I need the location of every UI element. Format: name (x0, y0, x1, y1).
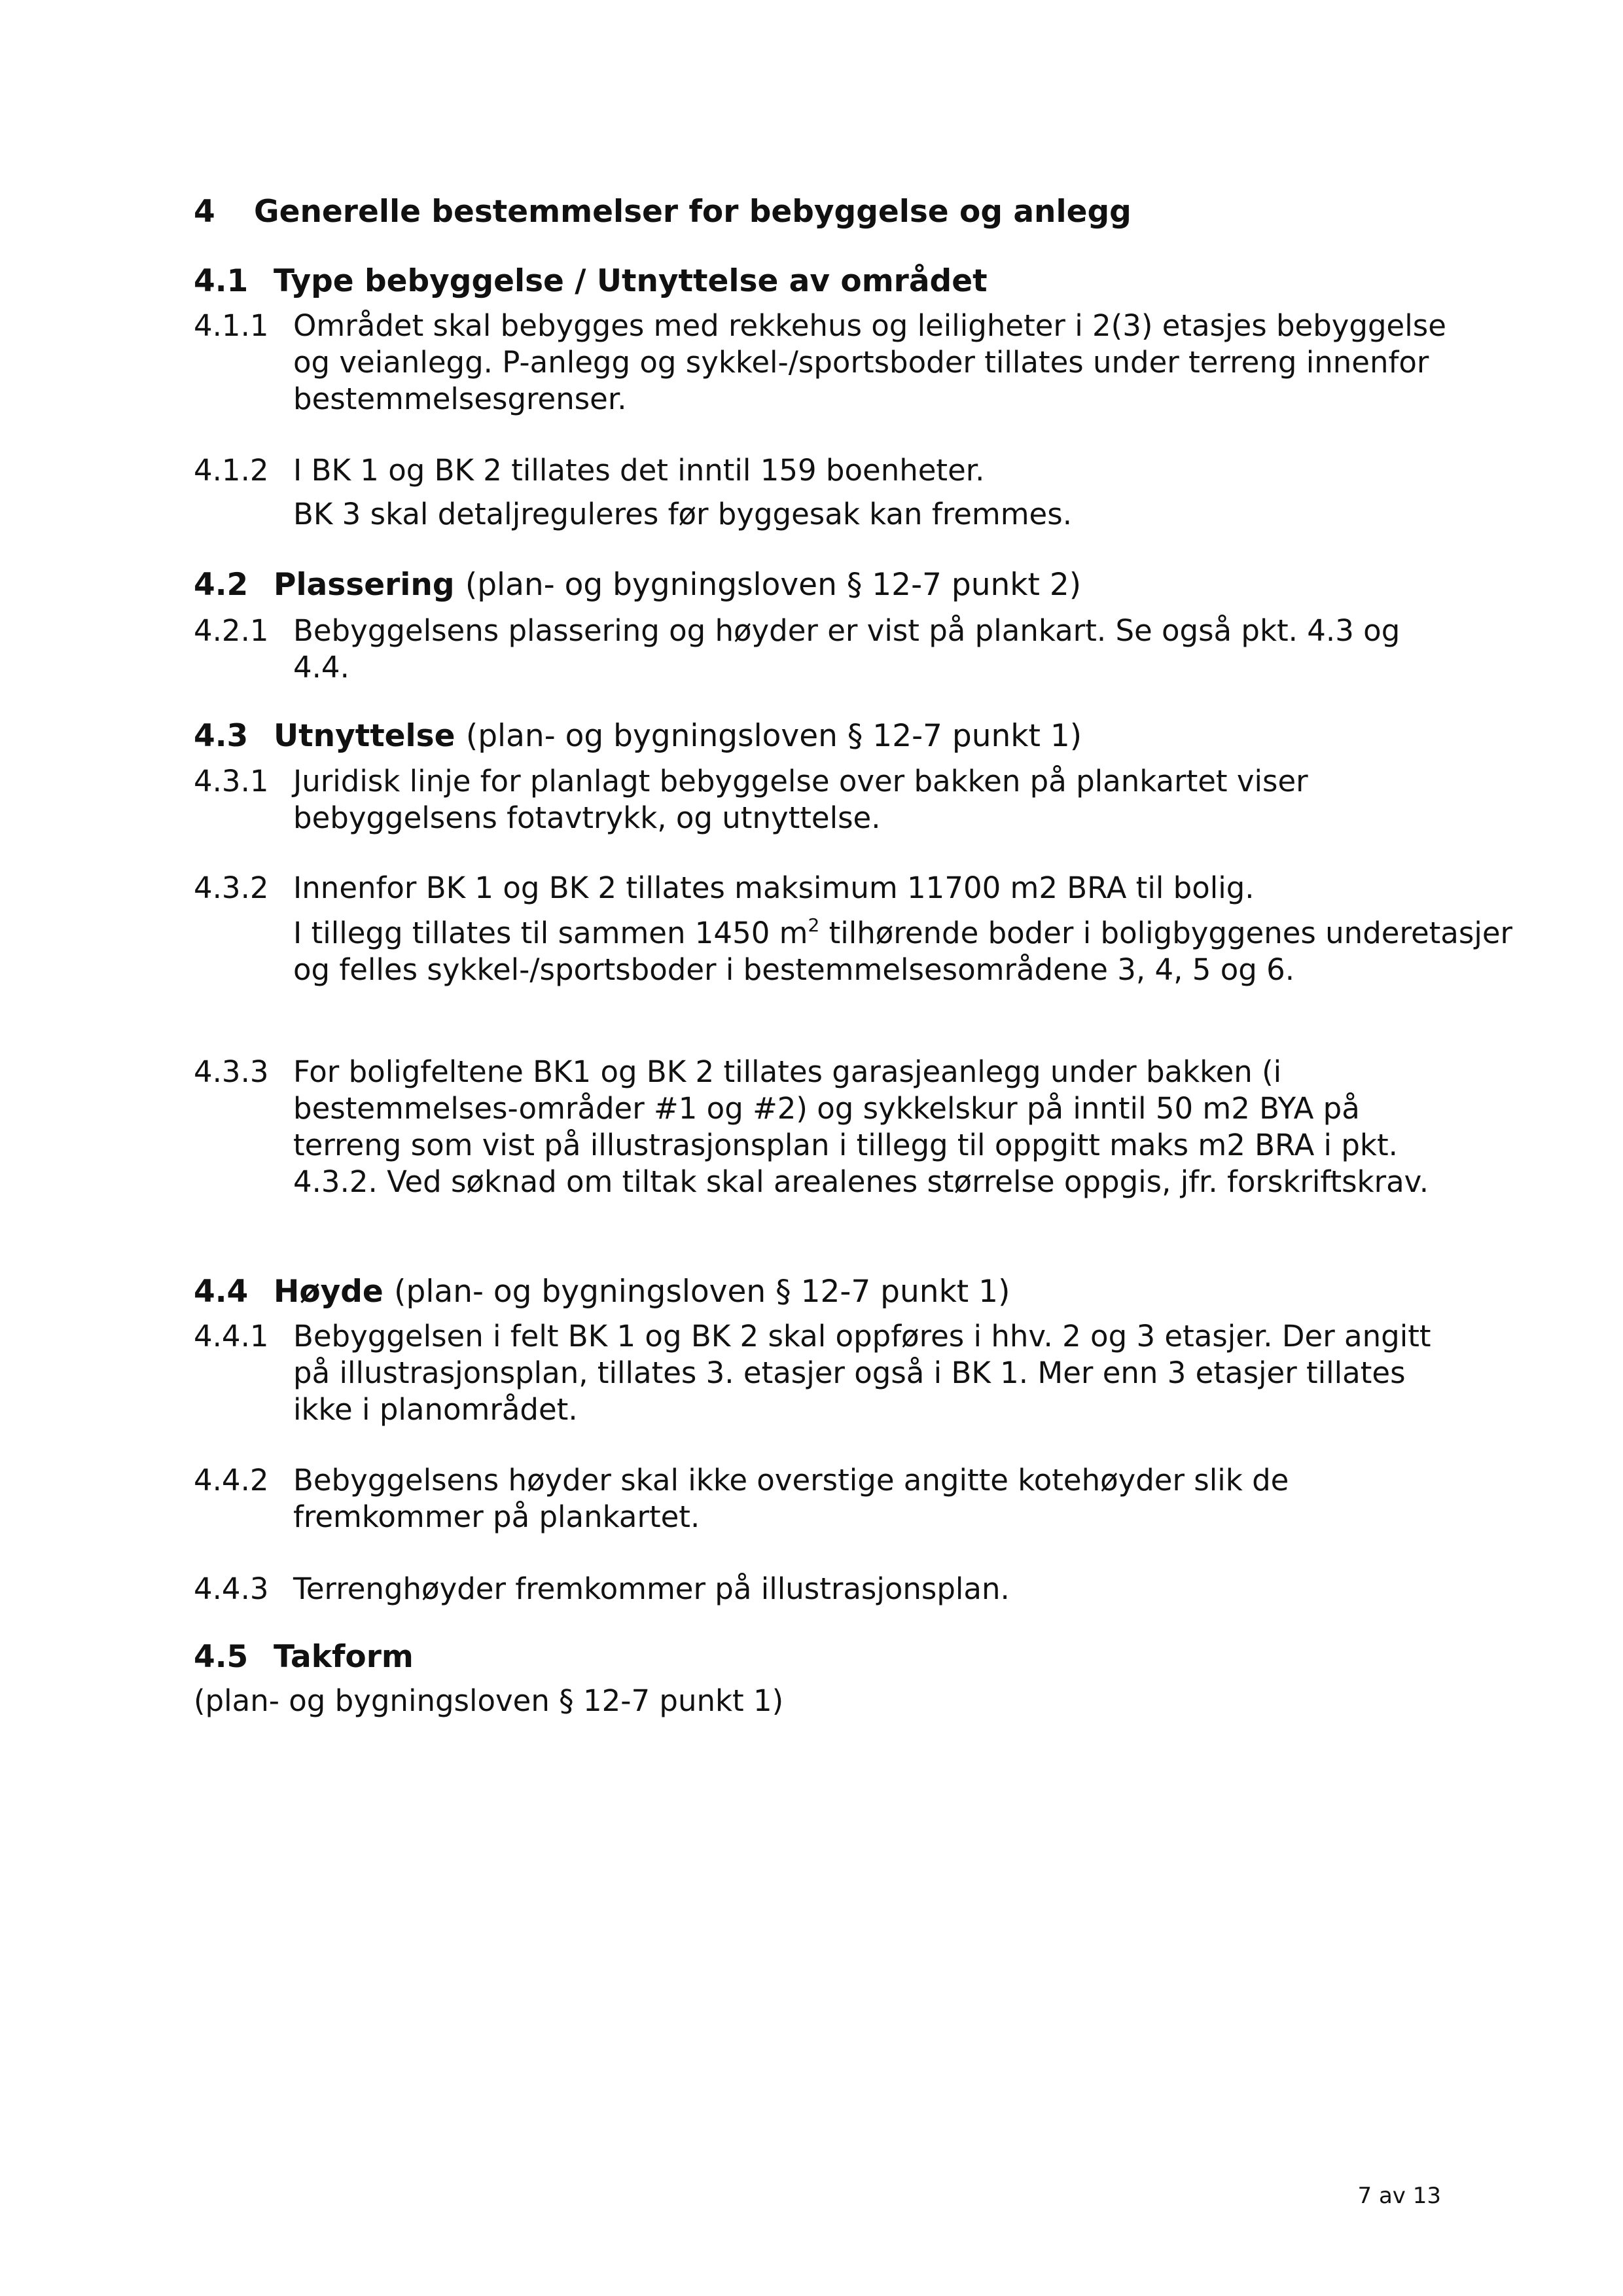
superscript: 2 (808, 914, 820, 936)
clause-text: Bebyggelsens høyder skal ikke overstige angitte kotehøyder slik de fremkommer på plankartet. (293, 1463, 1289, 1534)
clause-text: Bebyggelsen i felt BK 1 og BK 2 skal oppføres i hhv. 2 og 3 etasjer. Der angitt på illustrasjonsplan, tillates 3. etasjer også i BK 1. Mer enn 3 etasjer tillates ikke i planområdet. (293, 1319, 1431, 1427)
clause-number: 4.4.1 (194, 1319, 269, 1354)
law-reference: (plan- og bygningsloven § 12-7 punkt 1) (394, 1274, 1010, 1310)
clause-text: Innenfor BK 1 og BK 2 tillates maksimum 11700 m2 BRA til bolig. (293, 870, 1255, 905)
section-4-2-heading (194, 567, 1450, 603)
section-number: 4.5 (194, 1639, 249, 1675)
clause-4-3-2-extra (194, 915, 1550, 988)
clause-text: Terrenghøyder fremkommer på illustrasjonsplan. (293, 1571, 1010, 1606)
clause-4-3-2 (194, 870, 1450, 906)
law-reference: (plan- og bygningsloven § 12-7 punkt 1) (465, 718, 1082, 754)
clause-text: I BK 1 og BK 2 tillates det inntil 159 boenheter. (293, 453, 985, 488)
clause-number: 4.4.3 (194, 1571, 269, 1606)
clause-4-3-3 (194, 1054, 1450, 1200)
clause-number: 4.3.2 (194, 870, 269, 905)
clause-4-2-1 (194, 613, 1450, 686)
section-4-1-heading (194, 263, 1450, 300)
section-number: 4.2 (194, 567, 249, 603)
clause-number: 4.3.3 (194, 1054, 269, 1089)
section-title: Høyde (274, 1274, 383, 1310)
clause-extra-text-cont: tilhørende boder i boligbyggenes underetasjer og felles sykkel-/sportsboder i bestemmelsesområdene 3, 4, 5 og 6. (293, 916, 1513, 987)
clause-4-1-2-extra (194, 496, 1550, 533)
clause-4-1-1 (194, 308, 1450, 418)
section-title: Type bebyggelse / Utnyttelse av området (274, 263, 988, 299)
page-number: 7 av 13 (1357, 2183, 1441, 2209)
clause-number: 4.1.1 (194, 308, 269, 343)
clause-text: Bebyggelsens plassering og høyder er vist på plankart. Se også pkt. 4.3 og 4.4. (293, 613, 1400, 685)
section-4-heading (194, 194, 1450, 230)
clause-number: 4.4.2 (194, 1463, 269, 1498)
section-4-3-heading (194, 718, 1450, 755)
section-4-5-law (194, 1683, 1450, 1719)
clause-4-4-1 (194, 1318, 1450, 1428)
section-number: 4 (194, 194, 215, 230)
clause-number: 4.2.1 (194, 613, 269, 648)
clause-4-3-1 (194, 763, 1450, 836)
law-reference: (plan- og bygningsloven § 12-7 punkt 2) (465, 567, 1082, 603)
section-4-5-heading (194, 1639, 1450, 1676)
clause-4-4-2 (194, 1462, 1450, 1535)
section-4-4-heading (194, 1274, 1450, 1310)
section-title: Generelle bestemmelser for bebyggelse og anlegg (254, 194, 1132, 230)
section-title: Takform (274, 1639, 414, 1675)
clause-extra-text: I tillegg tillates til sammen 1450 m (293, 916, 808, 950)
section-title: Plassering (274, 567, 455, 603)
clause-extra-text: BK 3 skal detaljreguleres før byggesak kan fremmes. (293, 497, 1072, 531)
clause-number: 4.3.1 (194, 764, 269, 798)
clause-number: 4.1.2 (194, 453, 269, 488)
section-number: 4.3 (194, 718, 249, 754)
clause-text: Juridisk linje for planlagt bebyggelse over bakken på plankartet viser bebyggelsens fotavtrykk, og utnyttelse. (293, 764, 1308, 835)
clause-4-4-3 (194, 1571, 1450, 1607)
clause-text: Området skal bebygges med rekkehus og leiligheter i 2(3) etasjes bebyggelse og veianlegg. P-anlegg og sykkel-/sportsboder tillates under terreng innenfor bestemmelsesgrenser. (293, 308, 1446, 416)
section-title: Utnyttelse (274, 718, 455, 754)
section-number: 4.4 (194, 1274, 249, 1310)
section-number: 4.1 (194, 263, 249, 299)
clause-text: For boligfeltene BK1 og BK 2 tillates garasjeanlegg under bakken (i bestemmelses-områder #1 og #2) og sykkelskur på inntil 50 m2 BYA på terreng som vist på illustrasjonsplan i tillegg til oppgitt maks m2 BRA i pkt. 4.3.2. Ved søknad om tiltak skal arealenes størrelse oppgis, jfr. forskriftskrav. (293, 1054, 1429, 1199)
clause-4-1-2 (194, 452, 1450, 489)
law-reference: (plan- og bygningsloven § 12-7 punkt 1) (194, 1683, 784, 1718)
